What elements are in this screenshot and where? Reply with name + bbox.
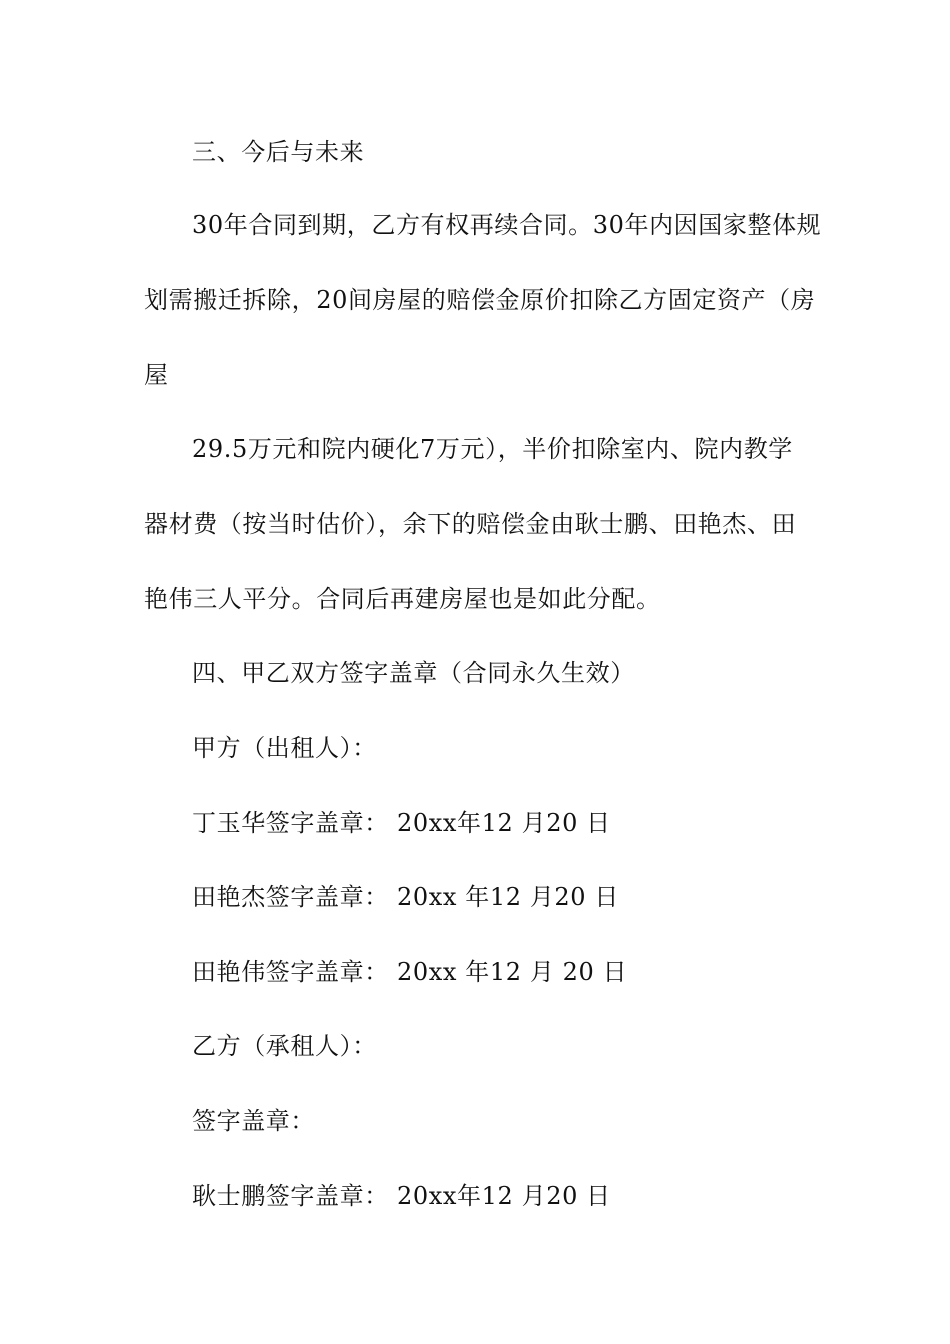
signature-line: 耿士鹏签字盖章： 20xx年12 月20 日 [192, 1182, 611, 1210]
party-a-label: 甲方（出租人）： [192, 734, 377, 762]
paragraph-line: 30年合同到期，乙方有权再续合同。30年内因国家整体规 [192, 211, 822, 239]
signature-line: 丁玉华签字盖章： 20xx年12 月20 日 [192, 809, 611, 837]
paragraph-line: 29.5万元和院内硬化7万元），半价扣除室内、院内教学 [192, 435, 793, 463]
section-4-heading: 四、甲乙双方签字盖章（合同永久生效） [192, 659, 635, 687]
signature-line: 田艳伟签字盖章： 20xx 年12 月 20 日 [192, 958, 628, 986]
paragraph-line: 艳伟三人平分。合同后再建房屋也是如此分配。 [144, 585, 661, 613]
paragraph-line: 划需搬迁拆除，20间房屋的赔偿金原价扣除乙方固定资产（房 [144, 286, 816, 314]
paragraph-line: 器材费（按当时估价），余下的赔偿金由耿士鹏、田艳杰、田 [144, 510, 797, 538]
paragraph-line: 屋 [144, 361, 169, 389]
section-3-heading: 三、今后与未来 [192, 138, 365, 166]
party-b-label: 乙方（承租人）： [192, 1032, 377, 1060]
signature-line: 田艳杰签字盖章： 20xx 年12 月20 日 [192, 883, 620, 911]
party-b-sign-label: 签字盖章： [192, 1107, 315, 1135]
